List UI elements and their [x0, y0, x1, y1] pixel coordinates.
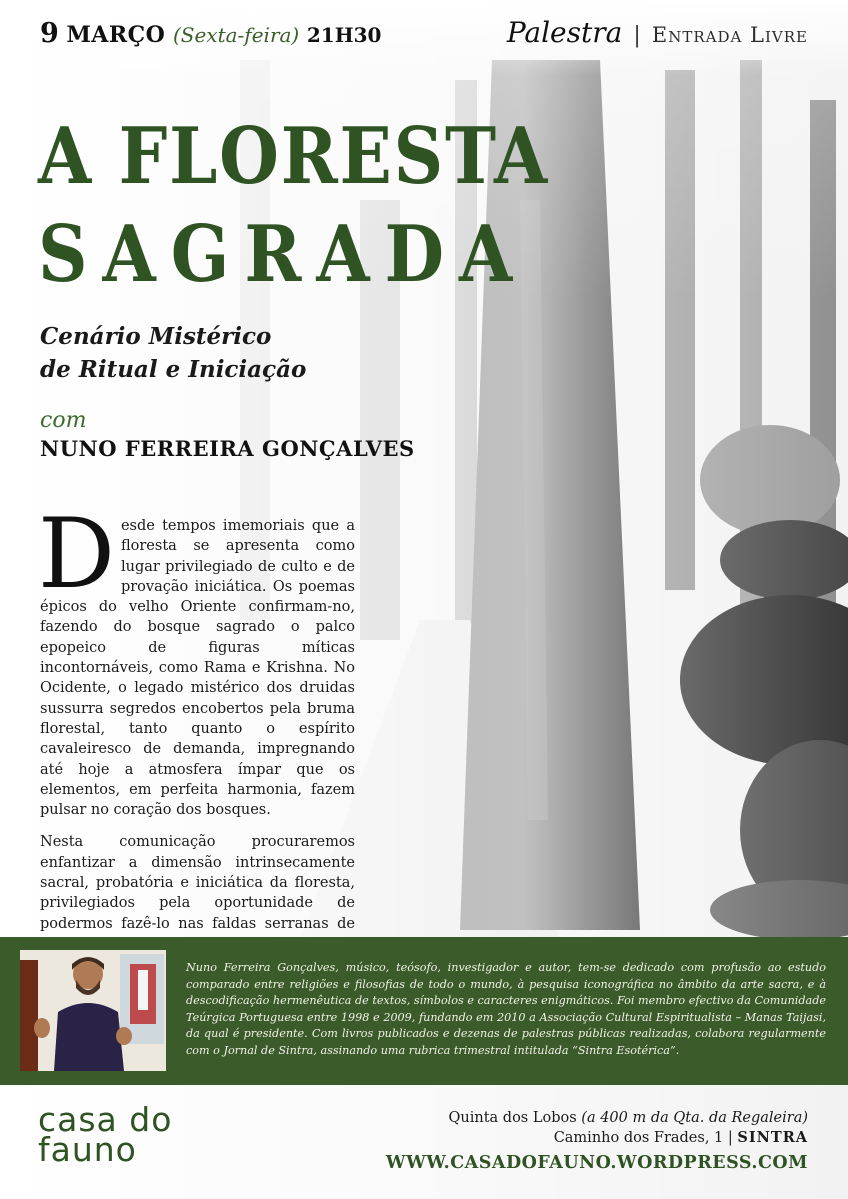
- speaker-bio: Nuno Ferreira Gonçalves, músico, teósofo, investigador e autor, tem-se dedicado com profusão ao estudo comparado entre religiões e filosofias de todo o mundo, à pesquisa iconográfica no âmbito da arte sacra, e à descodificação hermenêutica de textos, símbolos e caracteres enigmáticos. Foi membro efectivo da Comunidade Teúrgica Portuguesa entre 1998 e 2009, fundando em 2010 a Associação Cultural Espiritualista – Manas Taijasi, da qual é presidente. Com livros publicados e dezenas de palestras públicas realizadas, colabora regularmente com o Jornal de Sintra, assinando uma rubrica trimestral intitulada “Sintra Esotérica”.: [186, 961, 826, 1057]
- poster-title: [38, 111, 619, 300]
- venue-distance: (a 400 m da Qta. da Regaleira): [581, 1110, 808, 1126]
- subtitle-line-2: de Ritual e Iniciação: [40, 356, 307, 383]
- venue-name: Quinta dos Lobos: [448, 1110, 577, 1126]
- paragraph-1-text: esde tempos imemoriais que a floresta se apresenta como lugar privilegiado de culto e de provação iniciática. Os poemas épicos do velho Oriente confirmam-no, fazendo do bosque sagrado o palco epopeico de figuras míticas incontornáveis, como Rama e Krishna. No Ocidente, o legado mistérico dos druidas sussurra segredos encobertos pela bruma florestal, tanto quanto o espírito cavaleiresco de demanda, impregnando até hoje a atmosfera ímpar que os elementos, em perfeita harmonia, fazem pulsar no coração dos bosques.: [40, 518, 355, 819]
- venue-street: Caminho dos Frades, 1: [553, 1130, 724, 1146]
- address-separator: |: [727, 1130, 733, 1146]
- logo-line-2: fauno: [38, 1130, 137, 1169]
- address-line-2: [449, 1128, 809, 1148]
- speaker-name: NUNO FERREIRA GONÇALVES: [40, 436, 415, 461]
- event-weekday: (Sexta-feira): [172, 23, 300, 47]
- speaker-photo: [20, 950, 166, 1071]
- event-type-header: [507, 16, 808, 49]
- with-label: com: [40, 408, 87, 433]
- event-type: Palestra: [506, 16, 623, 49]
- title-line-2: SAGRADA: [38, 209, 528, 300]
- drop-cap: D: [38, 498, 115, 610]
- title-line-1: A FLORESTA: [38, 111, 550, 202]
- venue-address: [449, 1108, 809, 1148]
- entry-info: Entrada Livre: [651, 23, 808, 47]
- poster-subtitle: [40, 320, 306, 386]
- event-day: 9: [40, 18, 59, 49]
- header-separator: |: [633, 23, 641, 48]
- address-line-1: [449, 1108, 809, 1128]
- event-date-time: [40, 18, 381, 49]
- website-link[interactable]: WWW.CASADOFAUNO.WORDPRESS.COM: [385, 1153, 808, 1173]
- casa-do-fauno-logo: [38, 1100, 173, 1169]
- logo-line-1: casa do: [38, 1100, 173, 1139]
- description-text: [38, 498, 355, 987]
- event-time: 21H30: [306, 23, 382, 47]
- description-paragraph-2: Nesta comunicação procuraremos enfantizar a dimensão intrinsecamente sacral, probatória e iniciática da floresta, privilegiados pela oportunidade de podermos fazê-lo nas faldas serranas de: [40, 834, 355, 932]
- event-month: MARÇO: [66, 22, 166, 48]
- venue-city: SINTRA: [737, 1129, 808, 1146]
- description-paragraph-1: [38, 498, 355, 820]
- subtitle-line-1: Cenário Mistérico: [40, 323, 272, 350]
